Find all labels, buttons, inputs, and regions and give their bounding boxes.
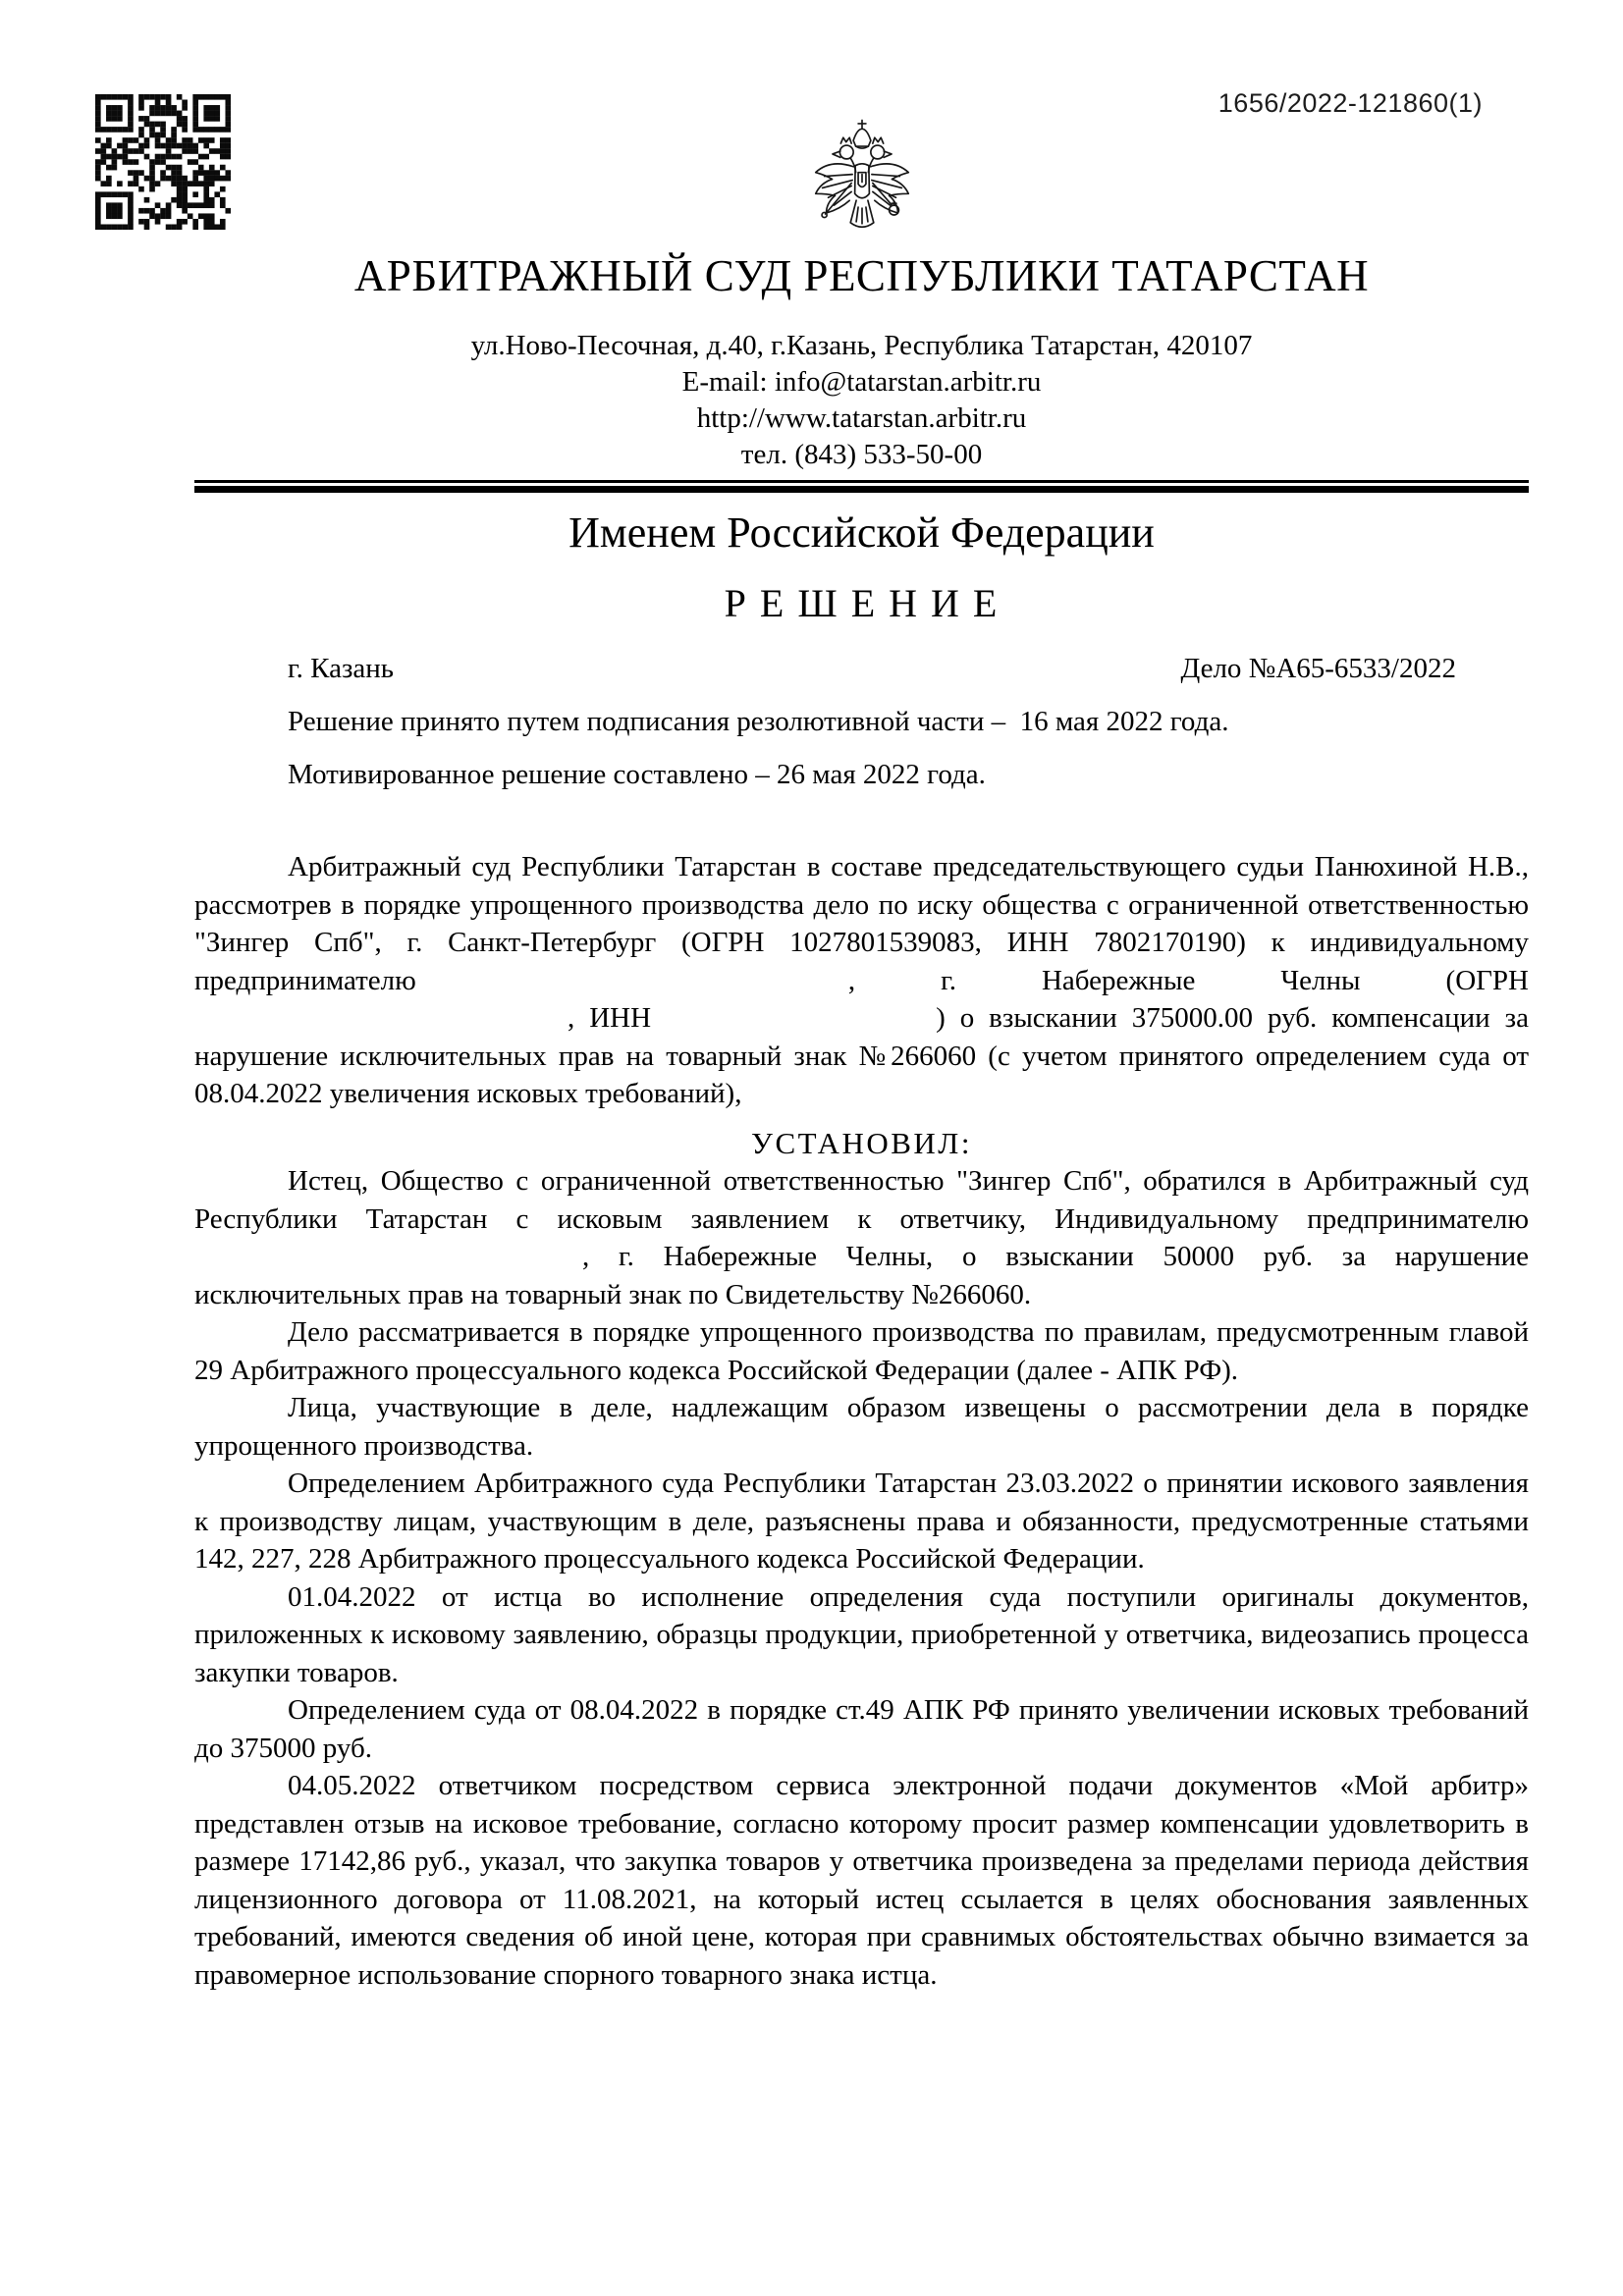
motivated-date-line: Мотивированное решение составлено – 26 мая 2022 года. [288,759,986,790]
in-the-name-line: Именем Российской Федерации [568,508,1155,557]
registration-number: 1656/2022-121860(1) [1217,88,1483,118]
header-divider-rule [194,480,1529,493]
paragraph: Определением суда от 08.04.2022 в порядке ст.49 АПК РФ принято увеличении исковых требований до 375000 руб. [194,1694,1529,1764]
paragraph: Истец, Общество с ограниченной ответственностью "Зингер Спб", обратился в Арбитражный суд Республики Татарстан с исковым заявлением к ответчику, Индивидуальному предпринимателю, г. Набережные Челны, о взыскании 50000 руб. за нарушение исключительных прав на товарный знак по Свидетельству №266060. [194,1165,1529,1310]
court-name: АРБИТРАЖНЫЙ СУД РЕСПУБЛИКИ ТАТАРСТАН [353,251,1370,300]
section-heading: УСТАНОВИЛ: [751,1125,972,1160]
case-number: Дело №А65-6533/2022 [1180,653,1456,684]
redacted-blank [416,988,848,989]
russia-coat-of-arms-icon [799,118,925,246]
redacted-blank [194,1264,582,1265]
resolution-date-line: Решение принято путем подписания резолютивной части – 16 мая 2022 года. [288,706,1229,737]
redacted-blank [651,1026,936,1027]
case-info-row [194,650,1529,687]
court-contacts [194,328,1529,473]
body-block [194,848,1529,1994]
city-label: г. Казань [288,653,395,684]
paragraph: 04.05.2022 ответчиком посредством сервиса электронной подачи документов «Мой арбитр» представлен отзыв на исковое требование, согласно которому просит размер компенсации удовлетворить в размере 17142,86 руб., указал, что закупка товаров у ответчика произведена за пределами периода действия лицензионного договора от 11.08.2021, на который истец ссылается в целях обоснования заявленных требований, имеются сведения об иной цене, которая при сравнимых обстоятельствах обычно взимается за правомерное использование спорного товарного знака истца. [194,1770,1529,1991]
decision-title: Р Е Ш Е Н И Е [724,581,1000,625]
redacted-blank [194,1026,568,1027]
court-website: http://www.tatarstan.arbitr.ru [696,402,1027,434]
court-email: E-mail: info@tatarstan.arbitr.ru [681,366,1042,398]
court-phone: тел. (843) 533-50-00 [740,439,983,470]
paragraph: Дело рассматривается в порядке упрощенного производства по правилам, предусмотренным главой 29 Арбитражного процессуального кодекса Российской Федерации (далее - АПК РФ). [194,1316,1529,1386]
document-content [194,0,1529,1994]
paragraph: 01.04.2022 от истца во исполнение определения суда поступили оригиналы документов, приложенных к исковому заявлению, образцы продукции, приобретенной у ответчика, видеозапись процесса закупки товаров. [194,1580,1529,1688]
court-address: ул.Ново-Песочная, д.40, г.Казань, Республика Татарстан, 420107 [470,330,1253,361]
paragraph: Арбитражный суд Республики Татарстан в составе председательствующего судьи Панюхиной Н.В., рассмотрев в порядке упрощенного производства дело по иску общества с ограниченной ответственностью "Зингер Спб", г. Санкт-Петербург (ОГРН 1027801539083, ИНН 7802170190) к индивидуальному предпринимателю , г. Набережные Челны (ОГРН, ИНН ) о взыскании 375000.00 руб. компенсации за нарушение исключительных прав на товарный знак №266060 (с учетом принятого определением суда от 08.04.2022 увеличения исковых требований), [194,851,1529,1109]
paragraph: Лица, участвующие в деле, надлежащим образом извещены о рассмотрении дела в порядке упрощенного производства. [194,1392,1529,1462]
paragraph: Определением Арбитражного суда Республики Татарстан 23.03.2022 о принятии искового заявления к производству лицам, участвующим в деле, разъяснены права и обязанности, предусмотренные статьями 142, 227, 228 Арбитражного процессуального кодекса Российской Федерации. [194,1468,1529,1575]
